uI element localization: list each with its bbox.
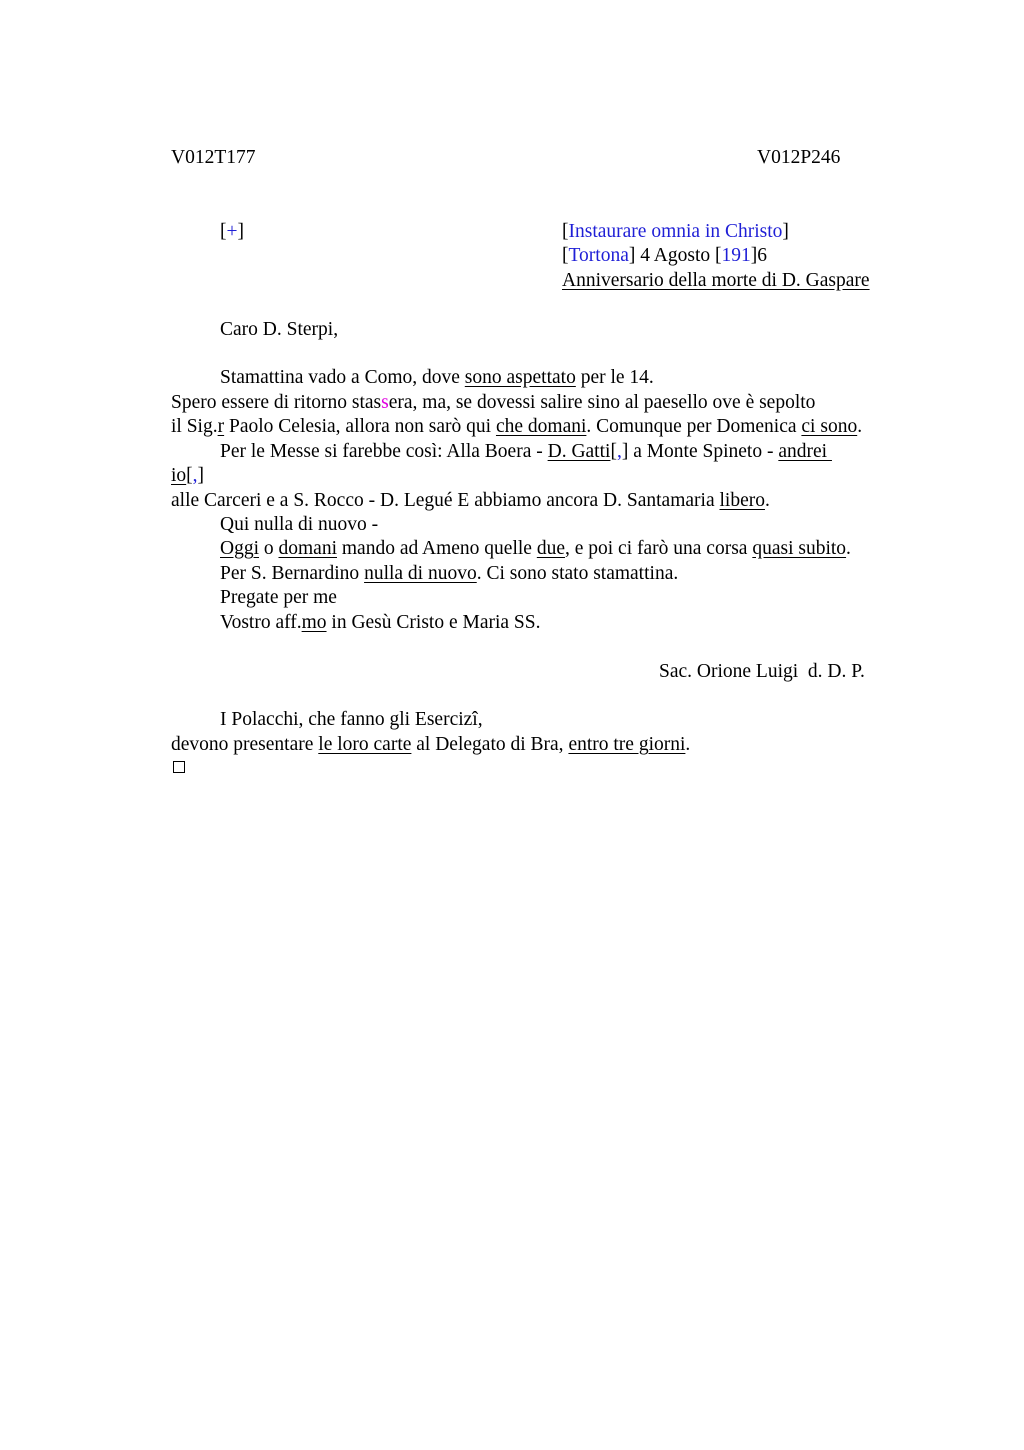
document-code-right: V012P246 xyxy=(757,147,841,168)
motto: [Instaurare omnia in Christo] xyxy=(562,221,789,242)
body-line-9: Per S. Bernardino nulla di nuovo. Ci sono stato stamattina. xyxy=(220,563,679,584)
body-line-10: Pregate per me xyxy=(220,587,337,608)
signature: Sac. Orione Luigi d. D. P. xyxy=(659,661,865,682)
body-line-6: alle Carceri e a S. Rocco - D. Legué E abbiamo ancora D. Santamaria libero. xyxy=(171,490,770,511)
document-code-left: V012T177 xyxy=(171,147,256,168)
body-line-2: Spero essere di ritorno stassera, ma, se dovessi salire sino al paesello ove è sepolto xyxy=(171,392,816,413)
postscript-line-1: I Polacchi, che fanno gli Esercizi, xyxy=(220,709,483,730)
body-line-5: io[,] xyxy=(171,465,205,486)
body-line-1: Stamattina vado a Como, dove sono aspettato per le 14. xyxy=(220,367,654,388)
anniversary-line: Anniversario della morte di D. Gaspare xyxy=(562,270,870,291)
end-marker-box xyxy=(173,761,185,773)
body-line-8: Oggi o domani mando ad Ameno quelle due, e poi ci farò una corsa quasi subito. xyxy=(220,538,851,559)
date-line: [Tortona] 4 Agosto [191]6 xyxy=(562,245,768,266)
body-line-4: Per le Messe si farebbe così: Alla Boera - D. Gatti[,] a Monte Spineto - andrei xyxy=(220,441,832,462)
closing-line: Vostro aff.mo in Gesù Cristo e Maria SS. xyxy=(220,612,541,633)
cross-mark: [+] xyxy=(220,221,244,242)
body-line-7: Qui nulla di nuovo - xyxy=(220,514,379,535)
postscript-line-2: devono presentare le loro carte al Delegato di Bra, entro tre giorni. xyxy=(171,734,691,755)
body-line-3: il Sig.r Paolo Celesia, allora non sarò qui che domani. Comunque per Domenica ci sono. xyxy=(171,416,863,437)
salutation: Caro D. Sterpi, xyxy=(220,319,339,340)
